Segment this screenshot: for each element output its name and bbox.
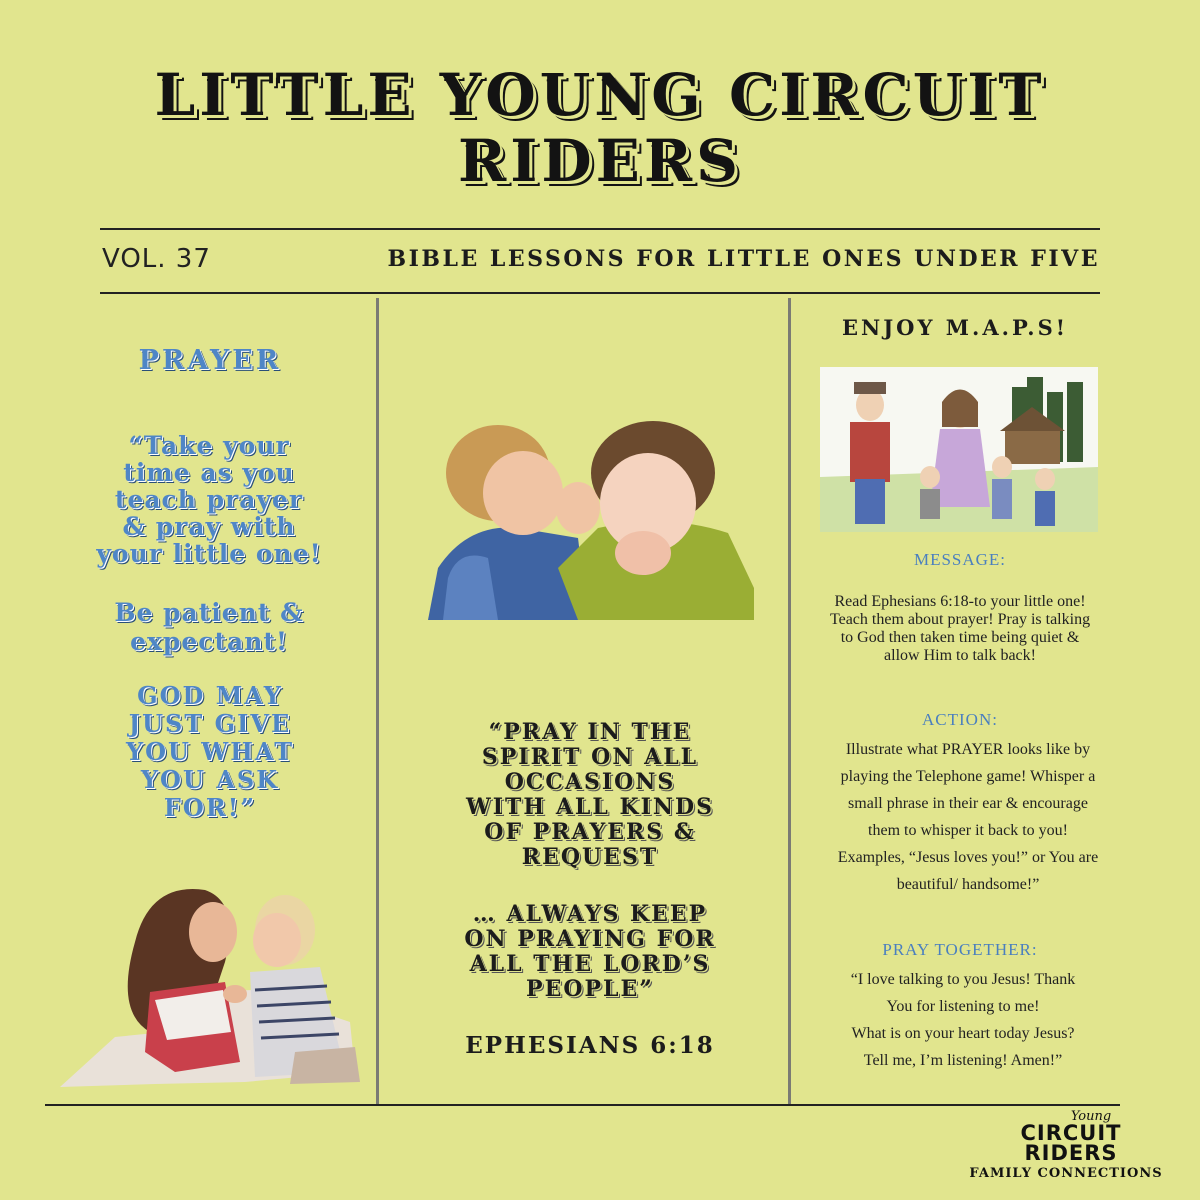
action-heading: ACTION: bbox=[922, 710, 998, 729]
left-patient-line: Be patient & bbox=[114, 598, 304, 627]
message-heading: MESSAGE: bbox=[913, 550, 1007, 569]
logo-young: Young bbox=[1070, 1109, 1112, 1124]
children-whispering-photo bbox=[428, 418, 754, 620]
pray-line: What is on your heart today Jesus? bbox=[851, 1025, 1075, 1042]
left-god-note bbox=[80, 682, 340, 822]
column-divider-left bbox=[376, 298, 379, 1104]
left-patient-line: expectant! bbox=[130, 627, 288, 656]
left-god-line: FOR!” bbox=[163, 793, 257, 822]
scripture-line: SPIRIT ON ALL bbox=[481, 744, 699, 770]
left-quote-line: teach prayer bbox=[114, 485, 304, 514]
left-patient-note bbox=[64, 598, 354, 656]
bottom-rule bbox=[45, 1104, 1120, 1106]
left-quote-line: “Take your bbox=[128, 431, 290, 460]
newsletter-title bbox=[60, 62, 1140, 194]
left-quote-line: your little one! bbox=[96, 539, 322, 568]
pray-line: Tell me, I’m listening! Amen!” bbox=[863, 1052, 1063, 1069]
action-body: Illustrate what PRAYER looks like by playing the Telephone game! Whisper a small phrase in their ear & encourage them to whisper it back to you! Examples, “Jesus loves you!” or You are beautiful/ handsome!” bbox=[837, 741, 1099, 893]
pray-line: “I love talking to you Jesus! Thank bbox=[850, 971, 1076, 988]
top-rule bbox=[100, 228, 1100, 230]
logo-riders: RIDERS bbox=[1024, 1141, 1118, 1165]
left-god-line: YOU WHAT bbox=[125, 737, 295, 766]
pray-line: You for listening to me! bbox=[886, 998, 1040, 1015]
scripture-quote bbox=[400, 720, 780, 870]
circuit-riders-logo bbox=[969, 1109, 1166, 1181]
scripture-line: ALL THE LORD’S bbox=[469, 951, 711, 977]
prayer-heading: PRAYER bbox=[138, 345, 282, 376]
pray-together-heading: PRAY TOGETHER: bbox=[882, 940, 1038, 959]
scripture-quote-continued bbox=[400, 902, 780, 1002]
scripture-line: WITH ALL KINDS bbox=[466, 794, 714, 820]
mother-child-photo bbox=[55, 872, 365, 1090]
left-god-line: YOU ASK bbox=[140, 765, 280, 794]
family-illustration bbox=[820, 367, 1098, 532]
volume-label: VOL. 37 bbox=[102, 244, 211, 274]
scripture-line: PEOPLE” bbox=[526, 976, 654, 1002]
logo-circuit: CIRCUIT bbox=[1020, 1121, 1122, 1145]
logo-family-connections: FAMILY CONNECTIONS bbox=[969, 1166, 1163, 1181]
left-quote bbox=[64, 432, 354, 567]
left-god-line: GOD MAY bbox=[137, 681, 283, 710]
column-divider-right bbox=[788, 298, 791, 1104]
scripture-line: … ALWAYS KEEP bbox=[472, 901, 708, 927]
scripture-line: ON PRAYING FOR bbox=[464, 926, 716, 952]
scripture-reference: EPHESIANS 6:18 bbox=[465, 1032, 715, 1059]
message-body: Read Ephesians 6:18-to your little one! Teach them about prayer! Pray is talking to God then taken time being quiet & allow Him to talk back! bbox=[829, 593, 1091, 664]
left-god-line: JUST GIVE bbox=[128, 709, 292, 738]
scripture-line: OF PRAYERS & bbox=[484, 819, 696, 845]
scripture-line: OCCASIONS bbox=[504, 769, 676, 795]
left-quote-line: time as you bbox=[123, 458, 295, 487]
tagline: BIBLE LESSONS FOR LITTLE ONES UNDER FIVE bbox=[387, 246, 1100, 272]
title-line-1: LITTLE YOUNG CIRCUIT bbox=[154, 61, 1046, 129]
title-line-2: RIDERS bbox=[458, 127, 742, 195]
header-bottom-rule bbox=[100, 292, 1100, 294]
scripture-line: REQUEST bbox=[521, 844, 659, 870]
pray-together-body bbox=[826, 966, 1100, 1074]
maps-heading: ENJOY M.A.P.S! bbox=[842, 315, 1068, 340]
scripture-line: “PRAY IN THE bbox=[488, 719, 692, 745]
left-quote-line: & pray with bbox=[122, 512, 296, 541]
